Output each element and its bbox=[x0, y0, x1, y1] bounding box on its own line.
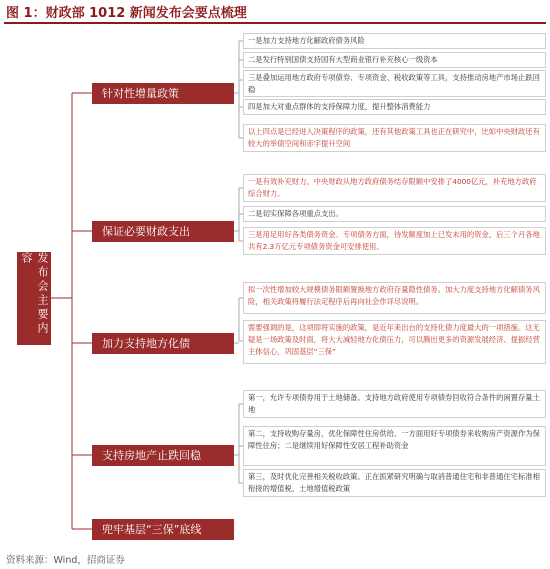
item-1-3: 三是叠加运用地方政府专项债券、专项资金、税收政策等工具，支持推动房地产市场止跌回稳 bbox=[243, 70, 546, 97]
item-2-1: 一是有效补充财力。中央财政从地方政府债务结存限额中安排了4000亿元，补充地方政府综合财力。 bbox=[243, 174, 546, 202]
item-4-1: 第一，允许专项债券用于土地储备。支持地方政府使用专项债券回收符合条件的闲置存量土地 bbox=[243, 390, 546, 418]
item-2-3: 三是用足用好各类债务资金。专项债务方面，待发额度加上已发未用的资金，后三个月各地共有2.3万亿元专项债务资金可安排使用。 bbox=[243, 227, 546, 255]
figure-title: 图 1：财政部 1012 新闻发布会要点梳理 bbox=[6, 6, 247, 21]
item-1-4: 四是加大对重点群体的支持保障力度，提升整体消费能力 bbox=[243, 99, 546, 115]
connector-root bbox=[51, 93, 72, 529]
category-node-3: 加力支持地方化债 bbox=[92, 333, 234, 354]
category-node-5: 兜牢基层“三保”底线 bbox=[92, 519, 234, 540]
source-note: 资料来源：Wind，招商证券 bbox=[6, 555, 125, 566]
category-node-4: 支持房地产止跌回稳 bbox=[92, 445, 234, 466]
category-node-1: 针对性增量政策 bbox=[92, 83, 234, 104]
item-4-3: 第三，及时优化完善相关税收政策。正在抓紧研究明确与取消普通住宅和非普通住宅标准相衔接的增值税、土地增值税政策 bbox=[243, 469, 546, 497]
root-node: 发布会主要内容 bbox=[17, 252, 51, 345]
item-1-1: 一是加力支持地方化解政府债务风险 bbox=[243, 33, 546, 49]
item-3-2: 需要强调的是，这项即将实施的政策，是近年来出台的支持化债力度最大的一项措施。这无疑是一场政策及时雨，将大大减轻地方化债压力，可以腾出更多的资源发展经济、提振经营主体信心，巩固基层“三保” bbox=[243, 320, 546, 364]
item-2-2: 二是切实保障各项重点支出。 bbox=[243, 206, 546, 222]
item-1-5: 以上四点是已经进入决策程序的政策，还有其他政策工具也正在研究中，比如中央财政还有较大的举债空间和赤字提升空间 bbox=[243, 124, 546, 152]
connector-items-2 bbox=[234, 188, 243, 241]
category-node-2: 保证必要财政支出 bbox=[92, 221, 234, 242]
connector-items-4 bbox=[234, 404, 243, 483]
connector-items-3 bbox=[234, 298, 243, 343]
item-3-1: 拟一次性增加较大规模债务限额置换地方政府存量隐性债务。加大力度支持地方化解债务风险，相关政策将履行法定程序后再向社会作详尽说明。 bbox=[243, 282, 546, 314]
item-4-2: 第二，支持收购存量房，优化保障性住房供给。一方面用好专项债券来收购房产资源作为保障性住房；二是继续用好保障性安居工程补助资金 bbox=[243, 426, 546, 466]
item-1-2: 二是发行特别国债支持国有大型商业银行补充核心一级资本 bbox=[243, 52, 546, 68]
connector-items-1 bbox=[234, 41, 243, 138]
